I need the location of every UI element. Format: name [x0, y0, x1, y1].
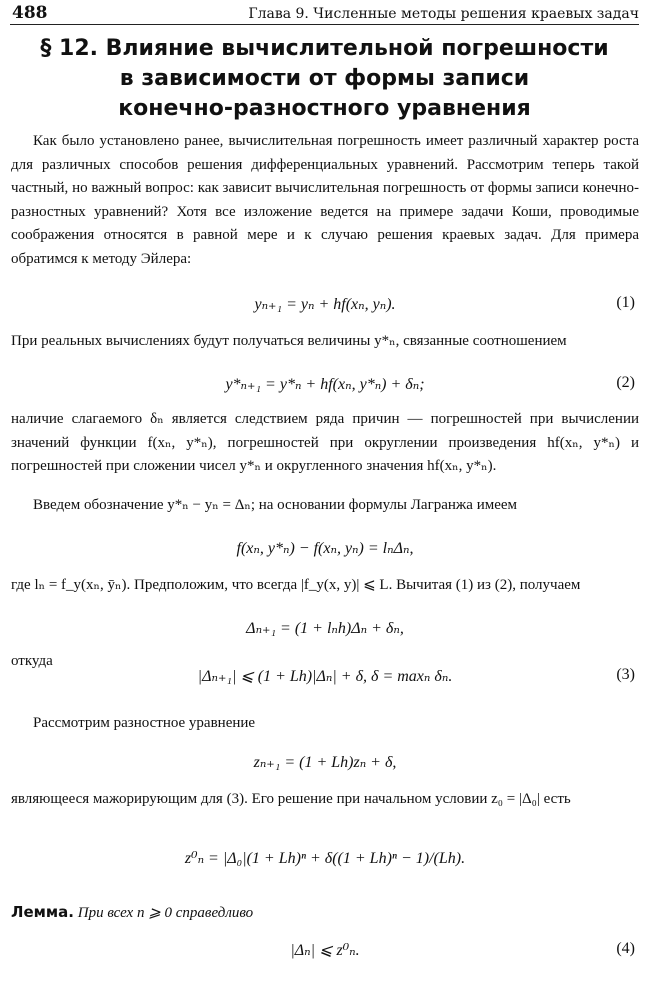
equation-2-number: (2) — [616, 374, 635, 391]
equation-z-recurrence: zₙ₊₁ = (1 + Lh)zₙ + δ, — [253, 754, 397, 771]
section-title-line-2: в зависимости от формы записи — [119, 66, 530, 91]
lemma-text: При всех n ⩾ 0 справедливо — [77, 905, 254, 921]
lemma-statement — [11, 903, 639, 922]
chapter-title: Глава 9. Численные методы решения краевых задач — [248, 6, 639, 22]
equation-delta-recurrence: Δₙ₊₁ = (1 + lₙh)Δₙ + δₙ, — [246, 620, 404, 637]
section-title — [10, 34, 639, 124]
equation-z-solution: z⁰ₙ = |Δ₀|(1 + Lh)ⁿ + δ((1 + Lh)ⁿ − 1)/(Lh). — [184, 850, 466, 867]
paragraph-error-sources: наличие слагаемого δₙ является следствием ряда причин — погрешностей при вычислении значений функции f(xₙ, y*ₙ), погрешностей при округлении произведения hf(xₙ, y*ₙ) и погрешностей при сложении чисел y*ₙ и округленного значения hf(xₙ, y*ₙ). — [11, 411, 639, 474]
equation-1-number: (1) — [616, 294, 635, 311]
paragraph-assumption: где lₙ = f_y(xₙ, ȳₙ). Предположим, что всегда |f_y(x, y)| ⩽ L. Вычитая (1) из (2), получаем — [11, 577, 581, 593]
equation-lagrange: f(xₙ, y*ₙ) − f(xₙ, yₙ) = lₙΔₙ, — [236, 540, 414, 557]
paragraph-majorant: являющееся мажорирующим для (3). Его решение при начальном условии z₀ = |Δ₀| есть — [11, 791, 571, 807]
equation-4: |Δₙ| ⩽ z⁰ₙ. — [290, 942, 360, 959]
equation-1: yₙ₊₁ = yₙ + hf(xₙ, yₙ). — [254, 296, 396, 313]
equation-3: |Δₙ₊₁| ⩽ (1 + Lh)|Δₙ| + δ, δ = maxₙ δₙ. — [197, 668, 453, 685]
paragraph-whence: откуда — [11, 653, 53, 669]
equation-4-number: (4) — [616, 940, 635, 957]
section-title-line-1: § 12. Влияние вычислительной погрешности — [40, 36, 609, 61]
paragraph-real-computations: При реальных вычислениях будут получаться величины y*ₙ, связанные соотношением — [11, 333, 567, 349]
section-title-line-3: конечно-разностного уравнения — [118, 96, 531, 121]
page-number: 488 — [12, 3, 48, 23]
equation-2: y*ₙ₊₁ = y*ₙ + hf(xₙ, y*ₙ) + δₙ; — [225, 376, 425, 393]
paragraph-intro: Как было установлено ранее, вычислительная погрешность имеет различный характер роста для различных способов решения дифференциальных уравнений. Рассмотрим теперь такой частный, но важный вопрос: как зависит вычислительная погрешность от формы записи конечно-разностных уравнений? Хотя все изложение ведется на примере задачи Коши, проводимые соображения относятся в равной мере и к случаю решения краевых задач. Для примера обратимся к методу Эйлера: — [11, 133, 639, 267]
lemma-heading: Лемма. — [11, 903, 74, 921]
running-header — [10, 2, 639, 25]
equation-3-number: (3) — [616, 666, 635, 683]
paragraph-difference-equation: Рассмотрим разностное уравнение — [33, 715, 256, 731]
paragraph-notation: Введем обозначение y*ₙ − yₙ = Δₙ; на основании формулы Лагранжа имеем — [33, 497, 518, 513]
